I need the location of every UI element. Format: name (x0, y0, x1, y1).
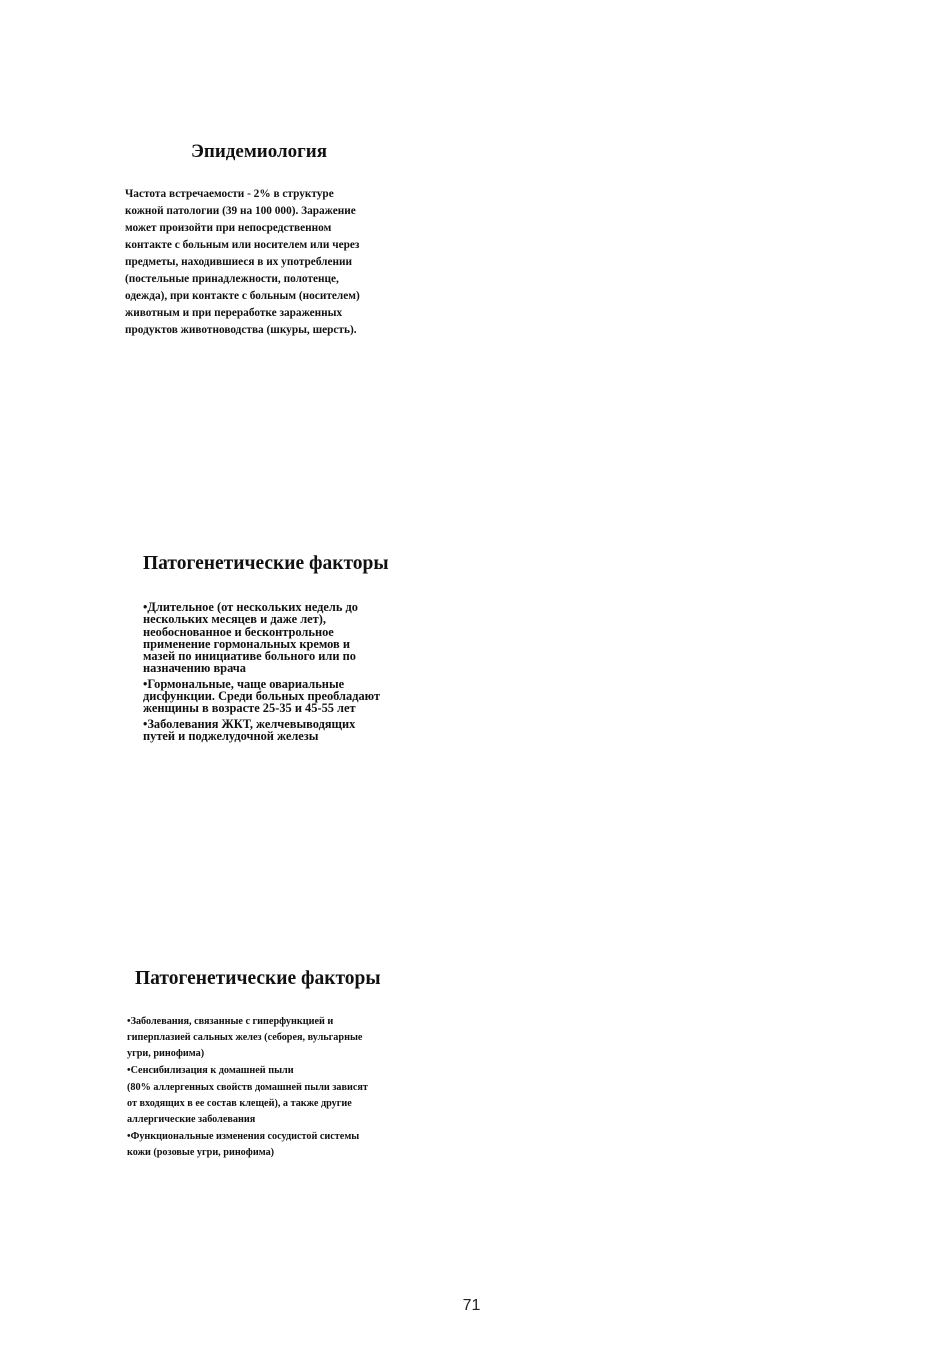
text-line: назначению врача (143, 661, 246, 676)
text-line: путей и поджелудочной железы (143, 728, 319, 743)
text-line: (постельные принадлежности, полотенце, (125, 273, 339, 285)
text-line: одежда), при контакте с больным (носителем) (125, 290, 360, 302)
text-line: нескольких месяцев и даже лет), (143, 612, 326, 627)
text-line: угри, ринофима) (127, 1048, 205, 1059)
text-line: •Длительное (от нескольких недель до (143, 600, 358, 614)
text-line: (80% аллергенных свойств домашней пыли зависят (127, 1082, 368, 1093)
text-line: от входящих в ее состав клещей), а также другие (127, 1098, 352, 1109)
text-line: кожи (розовые угри, ринофима) (127, 1147, 275, 1158)
bullet-list (143, 601, 443, 742)
list-item (143, 601, 443, 675)
section-title: Патогенетические факторы (143, 553, 389, 574)
text-line: мазей по инициативе больного или по (143, 649, 356, 664)
text-line: •Заболевания ЖКТ, желчевыводящих (143, 716, 356, 731)
text-line: применение гормональных кремов и (143, 636, 350, 651)
text-line: аллергические заболевания (127, 1114, 256, 1125)
text-line: дисфункции. Среди больных преобладают (143, 689, 381, 704)
text-line: может произойти при непосредственном (125, 222, 332, 234)
section-title: Эпидемиология (191, 141, 327, 162)
page-number: 71 (462, 1297, 481, 1314)
section-title: Патогенетические факторы (135, 968, 381, 989)
text-line: Частота встречаемости - 2% в структуре (125, 188, 334, 200)
list-item (127, 1014, 435, 1062)
text-line: предметы, находившиеся в их употреблении (125, 256, 353, 268)
list-item (127, 1063, 435, 1079)
text-line: гиперплазией сальных желез (себорея, вульгарные (127, 1032, 363, 1043)
text-line: необоснованное и бесконтрольное (143, 624, 334, 639)
pathogenetic-factors-section-2 (127, 967, 435, 1161)
text-line: животным и при переработке зараженных (125, 307, 343, 319)
list-item (127, 1129, 435, 1161)
text-line: продуктов животноводства (шкуры, шерсть). (125, 324, 357, 336)
list-item (143, 718, 443, 743)
text-line: •Заболевания, связанные с гиперфункцией и (127, 1016, 334, 1027)
text-line: •Функциональные изменения сосудистой системы (127, 1131, 360, 1142)
text-line: женщины в возрасте 25-35 и 45-55 лет (143, 701, 356, 716)
bullet-list (127, 1014, 435, 1161)
pathogenetic-factors-section-1 (143, 552, 443, 742)
text-line: контакте с больным или носителем или через (125, 239, 360, 251)
text-line: •Сенсибилизация к домашней пыли (127, 1065, 294, 1076)
text-line: кожной патологии (39 на 100 000). Заражение (125, 205, 356, 217)
text-line: •Гормональные, чаще овариальные (143, 676, 345, 691)
section-body (125, 186, 455, 339)
epidemiology-section (125, 140, 455, 339)
list-item (143, 678, 443, 715)
list-item (127, 1080, 435, 1128)
